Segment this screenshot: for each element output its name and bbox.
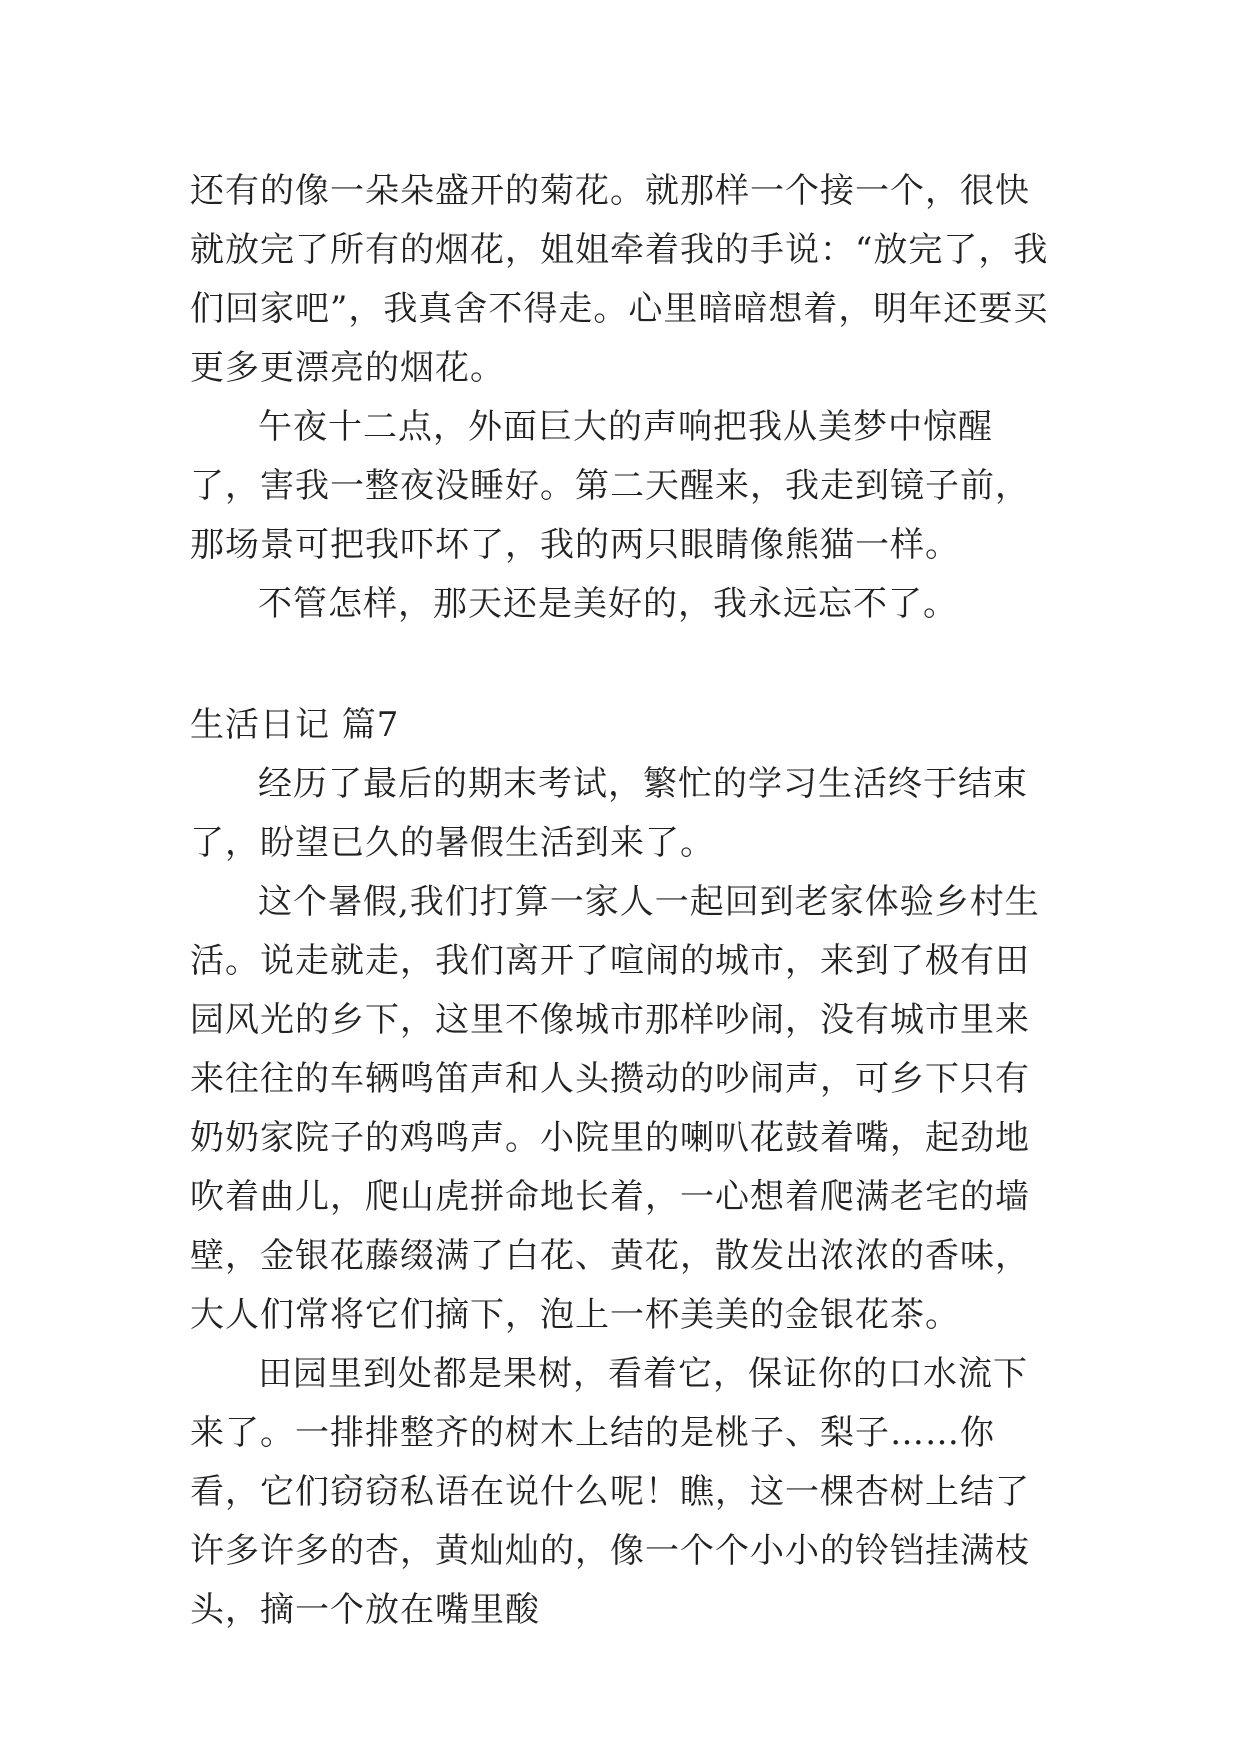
paragraph-exam-end: 经历了最后的期末考试，繁忙的学习生活终于结束了，盼望已久的暑假生活到来了。 xyxy=(190,764,1028,863)
paragraph-midnight: 午夜十二点，外面巨大的声响把我从美梦中惊醒了，害我一整夜没睡好。第二天醒来，我走到镜子前，那场景可把我吓坏了，我的两只眼睛像熊猫一样。 xyxy=(190,407,1030,565)
paragraph-orchard: 田园里到处都是果树，看着它，保证你的口水流下来了。一排排整齐的树木上结的是桃子、梨子……你看，它们窃窃私语在说什么呢！瞧，这一棵杏树上结了许多许多的杏，黄灿灿的，像一个个小小的铃铛挂满枝头，摘一个放在嘴里酸 xyxy=(190,1354,1030,1630)
section-heading: 生活日记 篇7 xyxy=(190,705,400,745)
document-body xyxy=(190,162,1060,1640)
paragraph-countryside: 这个暑假,我们打算一家人一起回到老家体验乡村生活。说走就走，我们离开了喧闹的城市，来到了极有田园风光的乡下，这里不像城市那样吵闹，没有城市里来来往往的车辆鸣笛声和人头攒动的吵闹声，可乡下只有奶奶家院子的鸡鸣声。小院里的喇叭花鼓着嘴，起劲地吹着曲儿，爬山虎拼命地长着，一心想着爬满老宅的墙壁，金银花藤缀满了白花、黄花，散发出浓浓的香味，大人们常将它们摘下，泡上一杯美美的金银花茶。 xyxy=(190,882,1040,1335)
paragraph-fireworks-ending: 还有的像一朵朵盛开的菊花。就那样一个接一个，很快就放完了所有的烟花，姐姐牵着我的手说：“放完了，我们回家吧”，我真舍不得走。心里暗暗想着，明年还要买更多更漂亮的烟花。 xyxy=(190,171,1049,388)
paragraph-unforgettable: 不管怎样，那天还是美好的，我永远忘不了。 xyxy=(258,584,958,624)
